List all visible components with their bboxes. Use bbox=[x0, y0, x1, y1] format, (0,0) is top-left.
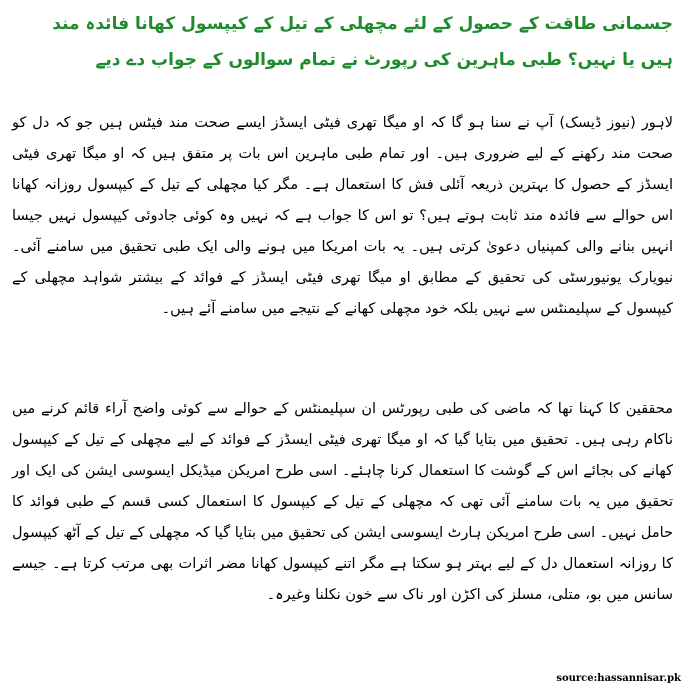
article-paragraph-1: لاہور (نیوز ڈیسک) آپ نے سنا ہو گا کہ او میگا تھری فیٹی ایسڈز ایسے صحت مند فیٹس ہیں جو کہ دل کو صحت مند رکھنے کے لیے ضروری ہیں۔ اور تمام طبی ماہرین اس بات پر متفق ہیں کہ او میگا تھری فیٹی ایسڈز کے حصول کا بہترین ذریعہ آئلی فش کا استعمال ہے۔ مگر کیا مچھلی کے تیل کے کیپسول روزانہ کھانا اس حوالے سے فائدہ مند ثابت ہوتے ہیں؟ تو اس کا جواب ہے کہ نہیں وہ کوئی جادوئی کیپسول نہیں جیسا انہیں بنانے والی کمپنیاں دعویٰ کرتی ہیں۔ یہ بات امریکا میں ہونے والی ایک طبی تحقیق میں سامنے آئی۔ نیویارک یونیورسٹی کی تحقیق کے مطابق او میگا تھری فیٹی ایسڈز کے فوائد کے بیشتر شواہد مچھلی کے کیپسول کے سپلیمنٹس سے نہیں بلکہ خود مچھلی کھانے کے نتیجے میں سامنے آئے ہیں۔ bbox=[12, 115, 673, 317]
article-headline: جسمانی طاقت کے حصول کے لئے مچھلی کے تیل کے کیپسول کھانا فائدہ مند ہیں یا نہیں؟ طبی ماہرین کی رپورٹ نے تمام سوالوں کے جواب دے دیے bbox=[52, 14, 673, 70]
article-paragraph-2: محققین کا کہنا تھا کہ ماضی کی طبی رپورٹس ان سپلیمنٹس کے حوالے سے کوئی واضح آراء قائم کرنے میں ناکام رہی ہیں۔ تحقیق میں بتایا گیا کہ او میگا تھری فیٹی ایسڈز کے فوائد کے لیے مچھلی کے تیل کے کیپسول کھانے کی بجائے اس کے گوشت کا استعمال کرنا چاہئے۔ اسی طرح امریکن میڈیکل ایسوسی ایشن کی ایک اور تحقیق میں یہ بات سامنے آئی تھی کہ مچھلی کے تیل کے کیپسول کا استعمال کسی قسم کے طبی فوائد کا حامل نہیں۔ اسی طرح امریکن ہارٹ ایسوسی ایشن کی تحقیق میں بتایا گیا کہ مچھلی کے تیل کے آٹھ کیپسول کا روزانہ استعمال دل کے لیے بہتر ہو سکتا ہے مگر اتنے کیپسول کھانا مضر اثرات بھی مرتب کرتا ہے۔ جیسے سانس میں بو، متلی، مسلز کی اکڑن اور ناک سے خون نکلنا وغیرہ۔ bbox=[12, 401, 673, 603]
source-credit: source:hassannisar.pk bbox=[556, 673, 681, 684]
